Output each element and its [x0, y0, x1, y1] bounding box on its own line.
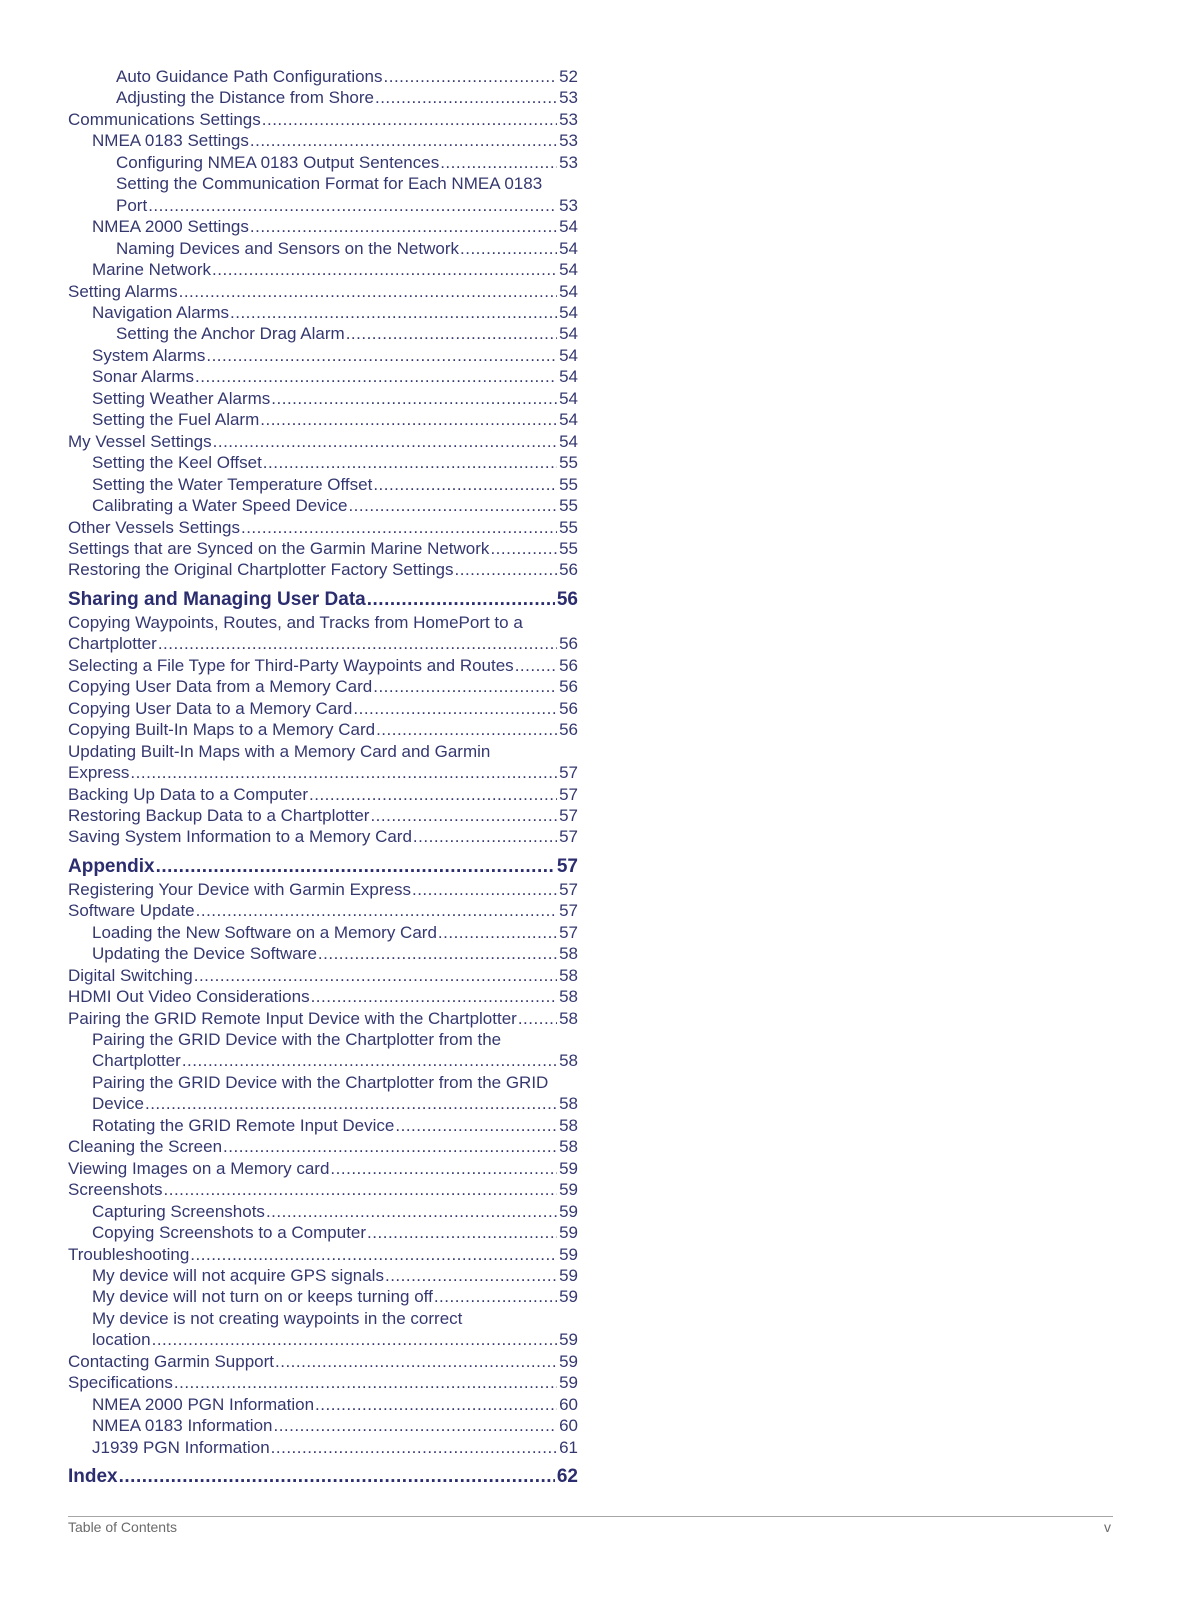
footer-page-number: v [1104, 1519, 1111, 1535]
toc-entry[interactable] [68, 698, 578, 719]
dot-leader [273, 1415, 557, 1436]
toc-entry-page-number: 52 [559, 67, 578, 86]
dot-leader [353, 698, 557, 719]
toc-entry[interactable] [68, 805, 578, 826]
toc-entry[interactable] [68, 1136, 578, 1157]
toc-entry-page-number: 59 [559, 1244, 578, 1264]
toc-entry[interactable] [68, 87, 578, 108]
toc-entry-title: Selecting a File Type for Third-Party Waypoints and Routes [68, 655, 514, 675]
toc-entry-page-number: 57 [559, 805, 578, 825]
toc-entry-page-number: 57 [559, 879, 578, 899]
dot-leader [384, 66, 558, 87]
toc-entry-title: Digital Switching [68, 965, 193, 985]
toc-entry[interactable] [68, 517, 578, 538]
toc-entry[interactable] [68, 1394, 578, 1415]
dot-leader [271, 1437, 557, 1458]
toc-entry[interactable] [68, 922, 578, 943]
toc-entry-title: Chartplotter [68, 634, 157, 654]
toc-entry-page-number: 56 [559, 720, 578, 740]
toc-entry[interactable] [68, 1372, 578, 1393]
toc-entry[interactable] [68, 676, 578, 697]
dot-leader [434, 1286, 557, 1307]
toc-entry-page-number: 62 [556, 1466, 578, 1488]
dot-leader [182, 1050, 557, 1071]
toc-entry-title-line: Updating Built-In Maps with a Memory Card and Garmin [68, 741, 491, 761]
dot-leader [367, 589, 555, 610]
toc-entry-title: Troubleshooting [68, 1244, 190, 1264]
toc-entry[interactable] [68, 1072, 578, 1115]
toc-entry[interactable] [68, 130, 578, 151]
toc-entry-title: Pairing the GRID Remote Input Device with the Chartplotter [68, 1008, 517, 1028]
toc-entry-title-line: Setting the Communication Format for Each NMEA 0183 [116, 174, 543, 194]
dot-leader [164, 1179, 558, 1200]
dot-leader [315, 1394, 557, 1415]
toc-entry[interactable] [68, 1308, 578, 1351]
toc-entry-page-number: 61 [559, 1437, 578, 1457]
toc-entry-page-number: 58 [559, 987, 578, 1007]
dot-leader [148, 195, 557, 216]
toc-entry-page-number: 55 [559, 474, 578, 494]
dot-leader [119, 1466, 555, 1487]
toc-entry-title: HDMI Out Video Considerations [68, 987, 310, 1007]
dot-leader [346, 323, 557, 344]
toc-entry-title: Contacting Garmin Support [68, 1351, 274, 1371]
toc-entry-page-number: 58 [559, 1094, 578, 1114]
toc-entry-title: Copying User Data to a Memory Card [68, 698, 353, 718]
dot-leader [385, 1265, 557, 1286]
toc-entry-page-number: 58 [559, 1115, 578, 1135]
dot-leader [515, 655, 557, 676]
toc-entry[interactable] [68, 1415, 578, 1436]
toc-entry[interactable] [68, 431, 578, 452]
toc-entry-title-line: Copying Waypoints, Routes, and Tracks from HomePort to a [68, 612, 523, 632]
toc-entry[interactable] [68, 109, 578, 130]
toc-entry-page-number: 54 [559, 260, 578, 280]
dot-leader [318, 943, 557, 964]
toc-entry[interactable] [68, 1286, 578, 1307]
toc-entry-page-number: 58 [559, 1137, 578, 1157]
toc-entry-page-number: 55 [559, 453, 578, 473]
dot-leader [130, 762, 557, 783]
dot-leader [174, 1372, 557, 1393]
footer-section-title: Table of Contents [68, 1519, 177, 1535]
toc-entry[interactable] [68, 1222, 578, 1243]
toc-entry-title: Sonar Alarms [92, 367, 195, 387]
toc-entry[interactable] [68, 1351, 578, 1372]
toc-entry-page-number: 54 [559, 324, 578, 344]
toc-entry-title: Appendix [68, 855, 155, 877]
toc-entry-page-number: 54 [559, 431, 578, 451]
toc-entry-page-number: 57 [556, 855, 578, 877]
toc-entry-title: Copying Built-In Maps to a Memory Card [68, 720, 376, 740]
toc-entry[interactable] [68, 986, 578, 1007]
toc-entry-page-number: 56 [559, 698, 578, 718]
toc-entry[interactable] [68, 879, 578, 900]
dot-leader [241, 517, 557, 538]
toc-entry[interactable] [68, 559, 578, 580]
toc-entry[interactable] [68, 612, 578, 655]
toc-entry-title: Sharing and Managing User Data [68, 588, 366, 610]
toc-entry-title: Copying User Data from a Memory Card [68, 677, 373, 697]
toc-entry-title: Setting Weather Alarms [92, 388, 271, 408]
toc-entry[interactable] [68, 216, 578, 237]
dot-leader [518, 1008, 557, 1029]
toc-entry-title: Saving System Information to a Memory Card [68, 827, 412, 847]
dot-leader [213, 431, 557, 452]
dot-leader [262, 109, 557, 130]
toc-entry[interactable] [68, 345, 578, 366]
dot-leader [438, 922, 557, 943]
toc-entry[interactable] [68, 409, 578, 430]
toc-entry[interactable] [68, 900, 578, 921]
toc-entry-page-number: 55 [559, 517, 578, 537]
footer-divider [68, 1516, 1113, 1517]
toc-entry-page-number: 59 [559, 1287, 578, 1307]
toc-entry-title: Configuring NMEA 0183 Output Sentences [116, 152, 440, 172]
toc-entry-title: System Alarms [92, 345, 206, 365]
toc-entry[interactable] [68, 259, 578, 280]
toc-entry-title: Setting Alarms [68, 281, 178, 301]
dot-leader [413, 826, 557, 847]
toc-entry[interactable] [68, 1244, 578, 1265]
dot-leader [179, 281, 557, 302]
toc-entry-title: Restoring the Original Chartplotter Factory Settings [68, 560, 454, 580]
dot-leader [395, 1115, 557, 1136]
toc-entry-title: Port [116, 195, 148, 215]
toc-entry[interactable] [68, 452, 578, 473]
dot-leader [194, 965, 557, 986]
toc-entry[interactable] [68, 826, 578, 847]
toc-entry-page-number: 53 [559, 195, 578, 215]
toc-entry-page-number: 54 [559, 238, 578, 258]
toc-entry-page-number: 54 [559, 281, 578, 301]
toc-entry-page-number: 59 [559, 1266, 578, 1286]
toc-entry[interactable] [68, 741, 578, 784]
toc-entry-title: Device [92, 1094, 144, 1114]
dot-leader [455, 559, 558, 580]
toc-entry-title: NMEA 2000 PGN Information [92, 1394, 315, 1414]
toc-entry[interactable] [68, 1158, 578, 1179]
toc-entry[interactable] [68, 66, 578, 87]
toc-entry-title: Updating the Device Software [92, 944, 317, 964]
toc-entry-title: Express [68, 763, 130, 783]
toc-entry-page-number: 59 [559, 1351, 578, 1371]
toc-entry-page-number: 54 [559, 367, 578, 387]
toc-entry-title: Restoring Backup Data to a Chartplotter [68, 805, 370, 825]
toc-entry[interactable] [68, 1008, 578, 1029]
dot-leader [212, 259, 557, 280]
toc-entry[interactable] [68, 1029, 578, 1072]
dot-leader [263, 452, 557, 473]
toc-entry-title: Rotating the GRID Remote Input Device [92, 1115, 395, 1135]
dot-leader [412, 879, 557, 900]
toc-entry-title: Setting the Water Temperature Offset [92, 474, 373, 494]
dot-leader [376, 719, 557, 740]
toc-entry-title-line: Pairing the GRID Device with the Chartplotter from the [92, 1030, 502, 1050]
toc-entry[interactable] [68, 784, 578, 805]
toc-entry-page-number: 57 [559, 784, 578, 804]
toc-entry[interactable] [68, 281, 578, 302]
toc-entry-title: Specifications [68, 1373, 173, 1393]
toc-entry[interactable] [68, 173, 578, 216]
dot-leader [348, 495, 557, 516]
toc-entry-page-number: 58 [559, 1008, 578, 1028]
toc-entry-page-number: 56 [556, 588, 578, 610]
dot-leader [250, 130, 557, 151]
dot-leader [460, 238, 557, 259]
toc-entry-title: Index [68, 1466, 118, 1488]
toc-entry-title: My device will not acquire GPS signals [92, 1266, 384, 1286]
toc-entry[interactable] [68, 965, 578, 986]
toc-entry-title: NMEA 2000 Settings [92, 217, 249, 237]
toc-entry[interactable] [68, 474, 578, 495]
toc-entry-title: location [92, 1330, 151, 1350]
toc-entry-title: Copying Screenshots to a Computer [92, 1223, 367, 1243]
toc-entry-title: Naming Devices and Sensors on the Network [116, 238, 459, 258]
toc-entry-page-number: 60 [559, 1394, 578, 1414]
toc-entry-title: Auto Guidance Path Configurations [116, 67, 383, 86]
dot-leader [206, 345, 557, 366]
dot-leader [230, 302, 557, 323]
toc-entry[interactable] [68, 719, 578, 740]
toc-entry-title: Cleaning the Screen [68, 1137, 223, 1157]
toc-entry-page-number: 57 [559, 922, 578, 942]
toc-entry-page-number: 59 [559, 1330, 578, 1350]
toc-entry-page-number: 56 [559, 560, 578, 580]
toc-entry[interactable] [68, 1179, 578, 1200]
toc-entry-title: Chartplotter [92, 1051, 181, 1071]
dot-leader [250, 216, 557, 237]
toc-entry[interactable] [68, 388, 578, 409]
toc-entry-page-number: 56 [559, 655, 578, 675]
toc-entry-title: Screenshots [68, 1180, 163, 1200]
toc-entry-page-number: 55 [559, 496, 578, 516]
toc-entry-page-number: 57 [559, 901, 578, 921]
toc-entry-page-number: 54 [559, 302, 578, 322]
toc-entry[interactable] [68, 943, 578, 964]
toc-entry[interactable] [68, 1437, 578, 1458]
toc-entry-title: NMEA 0183 Information [92, 1416, 273, 1436]
toc-entry-page-number: 58 [559, 944, 578, 964]
dot-leader [145, 1093, 557, 1114]
dot-leader [158, 633, 557, 654]
dot-leader [196, 900, 557, 921]
toc-entry-page-number: 53 [559, 109, 578, 129]
toc-entry-title: Other Vessels Settings [68, 517, 240, 537]
toc-entry-page-number: 59 [559, 1201, 578, 1221]
dot-leader [271, 388, 557, 409]
dot-leader [266, 1201, 557, 1222]
toc-entry-title: Setting the Anchor Drag Alarm [116, 324, 345, 344]
toc-section-heading[interactable] [68, 589, 578, 610]
toc-entry[interactable] [68, 1115, 578, 1136]
dot-leader [275, 1351, 557, 1372]
toc-entry[interactable] [68, 302, 578, 323]
dot-leader [440, 152, 557, 173]
dot-leader [195, 366, 557, 387]
toc-entry[interactable] [68, 1265, 578, 1286]
dot-leader [309, 784, 557, 805]
toc-entry[interactable] [68, 238, 578, 259]
toc-entry-title: My Vessel Settings [68, 431, 212, 451]
toc-entry-title: Backing Up Data to a Computer [68, 784, 309, 804]
toc-entry-title: Viewing Images on a Memory card [68, 1158, 330, 1178]
toc-entry-page-number: 56 [559, 634, 578, 654]
dot-leader [156, 856, 555, 877]
toc-entry-title-line: Pairing the GRID Device with the Chartplotter from the GRID [92, 1072, 549, 1092]
toc-entry-title: Software Update [68, 901, 195, 921]
dot-leader [190, 1244, 557, 1265]
dot-leader [223, 1136, 557, 1157]
table-of-contents [68, 66, 578, 1489]
toc-entry-page-number: 56 [559, 677, 578, 697]
dot-leader [370, 805, 557, 826]
dot-leader [367, 1222, 557, 1243]
toc-entry[interactable] [68, 1201, 578, 1222]
dot-leader [260, 409, 557, 430]
toc-entry-page-number: 53 [559, 152, 578, 172]
toc-entry[interactable] [68, 323, 578, 344]
toc-entry[interactable] [68, 495, 578, 516]
toc-entry-page-number: 59 [559, 1180, 578, 1200]
toc-entry-page-number: 54 [559, 217, 578, 237]
toc-entry[interactable] [68, 366, 578, 387]
toc-entry-title: J1939 PGN Information [92, 1437, 270, 1457]
toc-entry-title: Capturing Screenshots [92, 1201, 265, 1221]
toc-section-heading[interactable] [68, 1466, 578, 1487]
toc-entry-page-number: 54 [559, 345, 578, 365]
toc-entry-title: My device will not turn on or keeps turning off [92, 1287, 433, 1307]
toc-entry-title: Setting the Keel Offset [92, 453, 262, 473]
toc-entry-page-number: 60 [559, 1416, 578, 1436]
dot-leader [490, 538, 557, 559]
toc-entry-page-number: 59 [559, 1223, 578, 1243]
dot-leader [375, 87, 557, 108]
toc-entry-page-number: 54 [559, 410, 578, 430]
dot-leader [311, 986, 558, 1007]
toc-entry-page-number: 55 [559, 538, 578, 558]
toc-entry-title: Registering Your Device with Garmin Express [68, 879, 411, 899]
toc-entry-page-number: 57 [559, 763, 578, 783]
toc-entry-page-number: 57 [559, 827, 578, 847]
toc-entry[interactable] [68, 538, 578, 559]
toc-entry-title: Calibrating a Water Speed Device [92, 496, 348, 516]
toc-entry-title: Adjusting the Distance from Shore [116, 88, 374, 108]
toc-entry[interactable] [68, 152, 578, 173]
dot-leader [152, 1329, 557, 1350]
toc-entry-page-number: 53 [559, 131, 578, 151]
toc-entry-title: Setting the Fuel Alarm [92, 410, 260, 430]
toc-entry-title-line: My device is not creating waypoints in the correct [92, 1308, 463, 1328]
toc-entry-page-number: 59 [559, 1373, 578, 1393]
toc-entry-page-number: 58 [559, 1051, 578, 1071]
toc-entry-page-number: 53 [559, 88, 578, 108]
dot-leader [373, 474, 557, 495]
toc-section-heading[interactable] [68, 856, 578, 877]
toc-entry-title: NMEA 0183 Settings [92, 131, 249, 151]
toc-entry-title: Navigation Alarms [92, 302, 230, 322]
toc-entry-title: Marine Network [92, 260, 212, 280]
dot-leader [373, 676, 557, 697]
toc-entry-page-number: 59 [559, 1158, 578, 1178]
toc-entry[interactable] [68, 655, 578, 676]
toc-entry-page-number: 54 [559, 388, 578, 408]
toc-entry-title: Settings that are Synced on the Garmin Marine Network [68, 538, 490, 558]
toc-entry-title: Communications Settings [68, 109, 261, 129]
dot-leader [330, 1158, 557, 1179]
toc-entry-title: Loading the New Software on a Memory Card [92, 922, 437, 942]
toc-entry-page-number: 58 [559, 965, 578, 985]
